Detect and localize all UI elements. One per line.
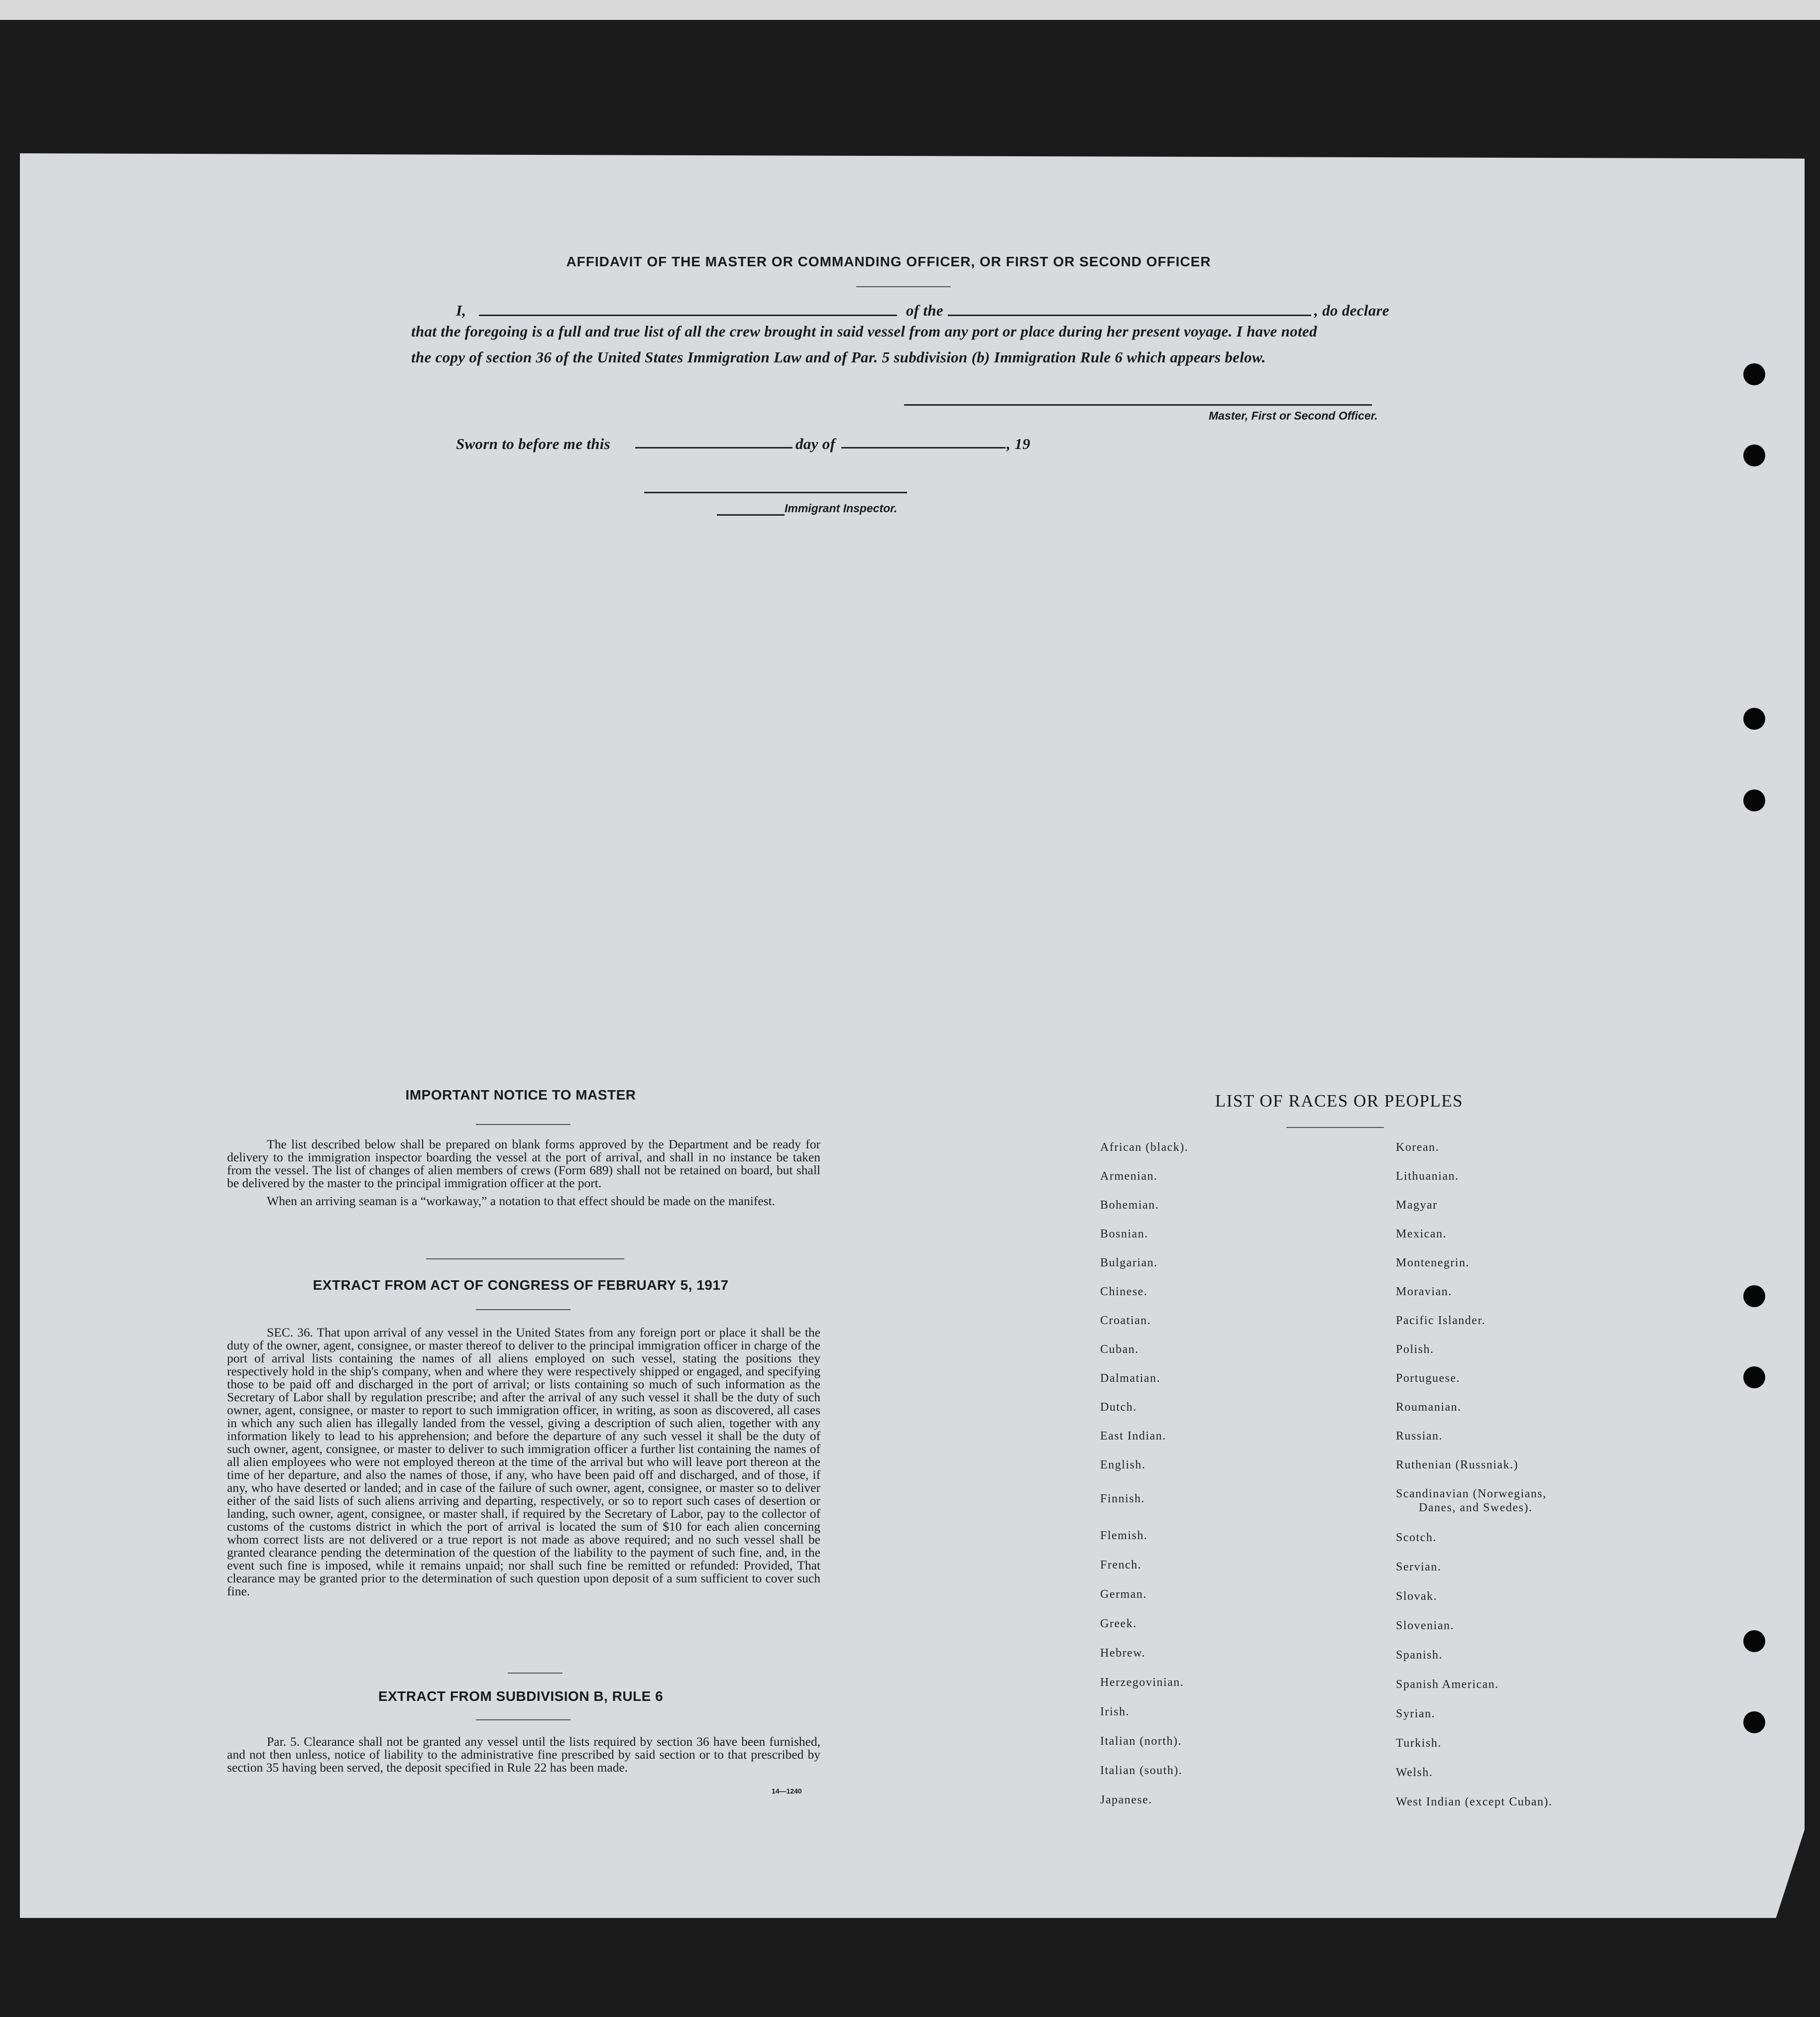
master-signature-field[interactable] [904,404,1372,406]
section-36-text: SEC. 36. That upon arrival of any vessel in the United States from any foreign port or place it shall be the duty of the owner, agent, consignee, or master thereof to deliver to the principal immigration officer in charge of the port of arrival lists containing the names of all aliens employed on such vessel, stating the positions they respectively hold in the ship's company, when and where they were respectively shipped or engaged, and specifying those to be paid off and discharged in the port of arrival; or lists containing so much of such information as the Secretary of Labor shall by regulation prescribe; and after the arrival of any such vessel it shall be the duty of such owner, agent, consignee, or master to report to such immigration officer, in writing, as soon as discovered, all cases in which any such alien has illegally landed from the vessel, giving a description of such alien, together with any information likely to lead to his apprehension; and before the departure of any such vessel it shall be the duty of such owner, agent, consignee, or master to deliver to such immigration officer a further list containing the names of all alien employees who were not employed thereon at the time of the arrival but who will leave port thereon at the time of her departure, and also the names of those, if any, who have been paid off and discharged, and of those, if any, who have deserted or landed; and in case of the failure of such owner, agent, consignee, or master so to deliver either of the said lists of such aliens arriving and departing, respectively, or so to report such cases of desertion or landing, such owner, agent, consignee, or master shall, if required by the Secretary of Labor, pay to the collector of customs of the customs district in which the port of arrival is located the sum of $10 for each alien concerning whom correct lists are not delivered or a true report is not made as above required; and no such vessel shall be granted clearance pending the determination of the question of the liability to the payment of such fine, and, in the event such fine is imposed, while it remains unpaid; nor shall such fine be remitted or refunded: Provided, That clearance may be granted prior to the determination of such question upon deposit of a sum sufficient to cover such fine. [227,1325,820,1598]
race-item: Armenian. [1100,1170,1158,1183]
race-item: Italian (south). [1100,1764,1183,1777]
race-item: Scotch. [1396,1531,1437,1544]
par-5-text: Par. 5. Clearance shall not be granted any vessel until the lists required by section 36 have been furnished, and not then unless, notice of liability to the administrative fine prescribed by said section or to that prescribed by section 35 having been served, the deposit specified in Rule 22 has been made. [227,1734,820,1775]
notice-body [227,1138,820,1213]
binder-hole [1743,1711,1765,1733]
affidavit-line-3: the copy of section 36 of the United States Immigration Law and of Par. 5 subdivision (b) Immigration Rule 6 which appears below. [411,348,1266,366]
race-item: Moravian. [1396,1285,1452,1298]
race-item: Slovenian. [1396,1619,1454,1632]
race-item: Spanish American. [1396,1678,1499,1691]
race-item: Dutch. [1100,1401,1137,1414]
race-item: African (black). [1100,1141,1189,1154]
binder-hole [1743,708,1765,730]
race-item: Korean. [1396,1141,1440,1154]
race-item: Greek. [1100,1617,1137,1630]
race-item: Flemish. [1100,1529,1148,1542]
race-item: Croatian. [1100,1314,1151,1327]
race-item: Danes, and Swedes). [1419,1501,1533,1514]
divider [508,1673,563,1674]
form-number: 14—1240 [772,1787,802,1795]
vessel-name-field[interactable] [948,315,1311,316]
race-item: English. [1100,1458,1146,1471]
vessel-of-label: of the [906,302,943,319]
race-item: Cuban. [1100,1343,1139,1356]
affidavit-title: AFFIDAVIT OF THE MASTER OR COMMANDING OFFICER, OR FIRST OR SECOND OFFICER [566,254,1211,269]
notice-title: IMPORTANT NOTICE TO MASTER [405,1087,636,1103]
rule-extract-body [227,1735,820,1779]
race-item: Roumanian. [1396,1401,1462,1414]
sworn-month-field[interactable] [841,447,1006,448]
affiant-label: I, [456,302,466,319]
day-of-label: day of [796,435,836,452]
race-item: Polish. [1396,1343,1434,1356]
race-item: Welsh. [1396,1766,1433,1779]
binder-hole [1743,363,1765,385]
race-item: Hebrew. [1100,1647,1145,1660]
race-item: East Indian. [1100,1430,1166,1443]
race-item: West Indian (except Cuban). [1396,1795,1553,1808]
race-item: Bohemian. [1100,1199,1159,1212]
race-item: Chinese. [1100,1285,1148,1298]
notice-paragraph: The list described below shall be prepared on blank forms approved by the Department and be ready for delivery to the immigration inspector boarding the vessel at the port of arrival, and shall in no instance be taken from the vessel. The list of changes of alien members of crews (Form 689) shall not be retained on board, but shall be delivered by the master to the principal immigration officer at the port. [227,1137,820,1190]
race-item: Lithuanian. [1396,1170,1459,1183]
race-item: Italian (north). [1100,1735,1182,1748]
race-item: Mexican. [1396,1228,1447,1240]
divider [426,1258,624,1259]
races-title: LIST OF RACES OR PEOPLES [1215,1091,1464,1111]
race-item: Russian. [1396,1430,1443,1443]
declare-label: , do declare [1314,302,1389,319]
affiant-name-field[interactable] [479,315,897,316]
race-item: Japanese. [1100,1793,1152,1806]
race-item: Turkish. [1396,1737,1442,1750]
inspector-signature-field[interactable] [644,492,907,493]
affidavit-line-2: that the foregoing is a full and true list of all the crew brought in said vessel from any port or place during her present voyage. I have noted [411,323,1317,340]
binder-hole [1743,1630,1765,1652]
year-label: , 19 [1007,435,1030,452]
race-item: Spanish. [1396,1649,1443,1662]
binder-hole [1743,1366,1765,1388]
race-item: Finnish. [1100,1492,1145,1505]
race-item: Pacific Islander. [1396,1314,1486,1327]
race-item: Scandinavian (Norwegians, [1396,1487,1547,1500]
divider [856,286,951,287]
inspector-underline [717,514,785,516]
race-item: Bulgarian. [1100,1256,1158,1269]
race-item: Irish. [1100,1705,1130,1718]
binder-hole [1743,789,1765,811]
divider [476,1309,570,1310]
sworn-day-field[interactable] [635,447,793,448]
binder-hole [1743,1285,1765,1307]
race-item: Syrian. [1396,1707,1436,1720]
race-item: Bosnian. [1100,1228,1148,1240]
master-signature-label: Master, First or Second Officer. [1209,409,1378,422]
divider [1286,1127,1384,1128]
race-item: Ruthenian (Russniak.) [1396,1458,1519,1471]
race-item: Servian. [1396,1561,1442,1573]
race-item: Dalmatian. [1100,1372,1160,1385]
act-extract-body [227,1326,820,1598]
scanner-edge [0,0,1820,20]
sworn-label: Sworn to before me this [456,435,611,452]
binder-hole [1743,445,1765,466]
race-item: Magyar [1396,1199,1438,1212]
race-item: Portuguese. [1396,1372,1461,1385]
rule-extract-title: EXTRACT FROM SUBDIVISION B, RULE 6 [378,1688,664,1704]
notice-paragraph: When an arriving seaman is a “workaway,” a notation to that effect should be made on the manifest. [267,1194,776,1208]
divider [476,1124,570,1125]
act-extract-title: EXTRACT FROM ACT OF CONGRESS OF FEBRUARY 5, 1917 [313,1277,729,1293]
divider [476,1719,570,1720]
race-item: Herzegovinian. [1100,1676,1184,1689]
race-item: German. [1100,1588,1147,1601]
document-page [20,153,1805,1918]
race-item: Montenegrin. [1396,1256,1470,1269]
race-item: Slovak. [1396,1590,1438,1603]
inspector-label: Immigrant Inspector. [785,502,898,515]
race-item: French. [1100,1559,1142,1571]
